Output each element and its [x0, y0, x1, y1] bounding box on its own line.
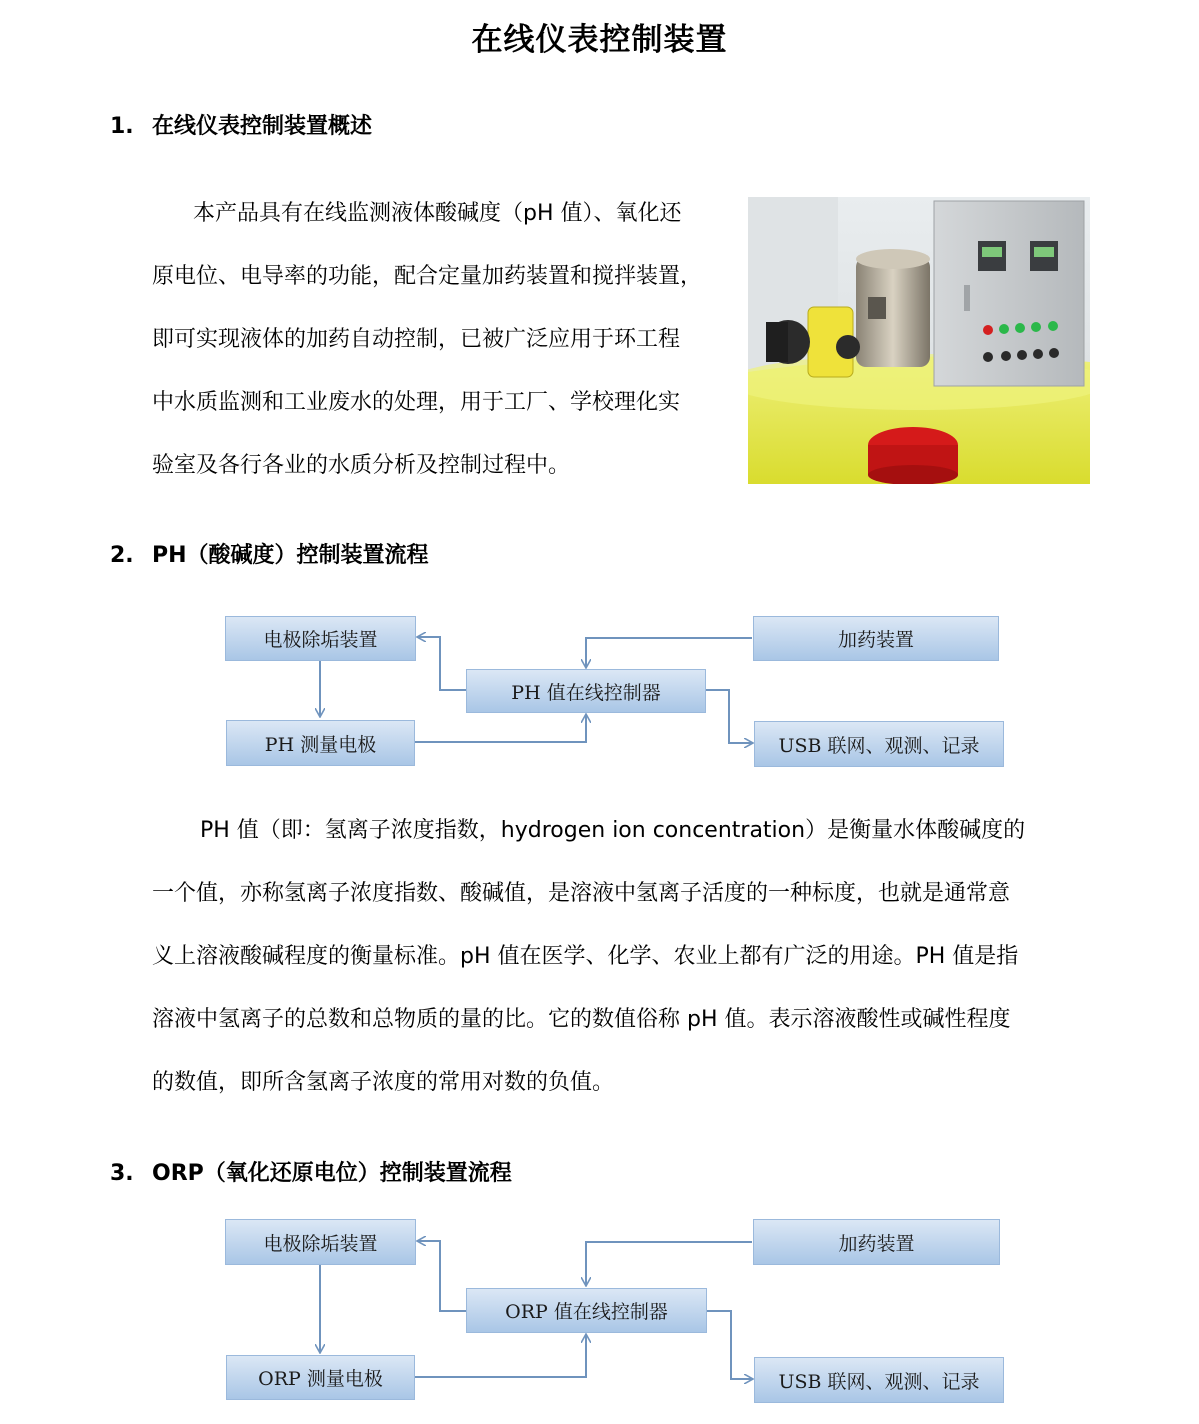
- section-1-title: 在线仪表控制装置概述: [152, 114, 373, 139]
- section-1-line: 本产品具有在线监测液体酸碱度（pH 值）、氧化还: [193, 201, 682, 226]
- orp-electrode-box: ORP 测量电极: [226, 1355, 415, 1400]
- ph-descaler-box: 电极除垢装置: [225, 616, 416, 661]
- section-3-heading: [110, 1156, 512, 1187]
- section-2-line: PH 值（即：氢离子浓度指数，hydrogen ion concentration）是衡量水体酸碱度的: [200, 818, 1026, 843]
- section-1-paragraph: [152, 182, 702, 497]
- ph-dosing-box: 加药装置: [753, 616, 999, 661]
- document-title: 在线仪表控制装置: [471, 22, 728, 58]
- arrow-dosing-to-controller: [586, 638, 752, 667]
- section-1-line: 原电位、电导率的功能，配合定量加药装置和搅拌装置，: [152, 264, 703, 289]
- section-1-line: 验室及各行各业的水质分析及控制过程中。: [152, 453, 571, 478]
- section-2-line: 义上溶液酸碱程度的衡量标准。pH 值在医学、化学、农业上都有广泛的用途。PH 值是指: [152, 944, 1019, 969]
- section-2-line: 的数值，即所含氢离子浓度的常用对数的负值。: [152, 1070, 615, 1095]
- orp-usb-box: USB 联网、观测、记录: [754, 1357, 1004, 1403]
- section-2-heading: [110, 538, 429, 569]
- section-1-number: 1.: [110, 114, 134, 139]
- arrow-electrode-to-controller: [415, 1335, 586, 1377]
- section-2-paragraph: [152, 799, 1025, 1114]
- section-3-title: ORP（氧化还原电位）控制装置流程: [152, 1161, 512, 1186]
- section-1-line: 中水质监测和工业废水的处理，用于工厂、学校理化实: [152, 390, 681, 415]
- section-1-heading: [110, 109, 372, 140]
- section-2-title: PH（酸碱度）控制装置流程: [152, 543, 429, 568]
- section-2-number: 2.: [110, 543, 134, 568]
- section-3-number: 3.: [110, 1161, 134, 1186]
- orp-descaler-box: 电极除垢装置: [225, 1219, 416, 1265]
- arrow-controller-to-descaler: [418, 1241, 466, 1311]
- arrow-electrode-to-controller: [415, 715, 586, 742]
- product-photo: [748, 197, 1090, 484]
- section-2-line: 一个值，亦称氢离子浓度指数、酸碱值，是溶液中氢离子活度的一种标度，也就是通常意: [152, 881, 1011, 906]
- section-1-line: 即可实现液体的加药自动控制，已被广泛应用于环工程: [152, 327, 681, 352]
- product-photo-illustration: [748, 197, 1090, 484]
- arrow-controller-to-usb: [707, 1311, 752, 1379]
- orp-controller-box: ORP 值在线控制器: [466, 1288, 707, 1333]
- orp-dosing-box: 加药装置: [753, 1219, 1000, 1265]
- section-2-line: 溶液中氢离子的总数和总物质的量的比。它的数值俗称 pH 值。表示溶液酸性或碱性程度: [152, 1007, 1011, 1032]
- ph-controller-box: PH 值在线控制器: [466, 669, 706, 713]
- ph-electrode-box: PH 测量电极: [226, 720, 415, 766]
- arrow-dosing-to-controller: [586, 1242, 752, 1285]
- arrow-controller-to-usb: [706, 690, 752, 743]
- ph-usb-box: USB 联网、观测、记录: [754, 721, 1004, 767]
- arrow-controller-to-descaler: [418, 637, 466, 690]
